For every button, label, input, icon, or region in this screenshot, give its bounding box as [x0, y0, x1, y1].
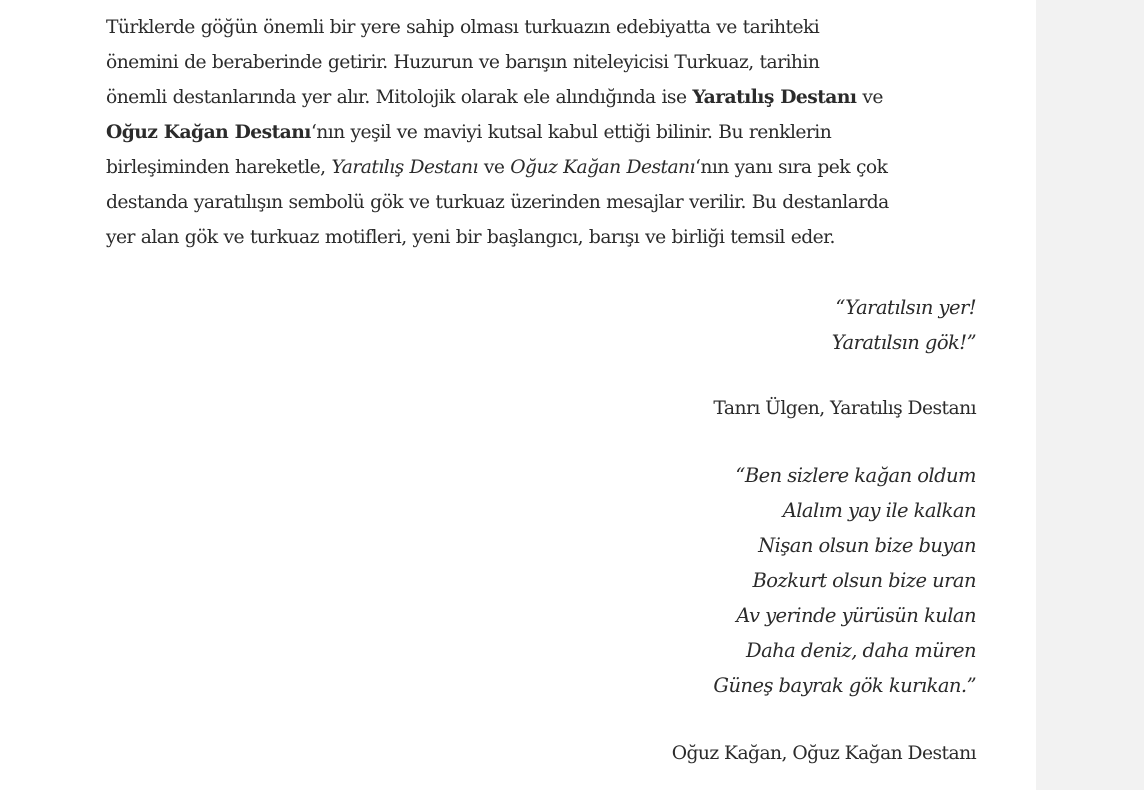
bold-title-yaratilis: Yaratılış Destanı: [692, 86, 857, 108]
verse-quote-yaratilis: [832, 290, 976, 360]
verse-line: “Yaratılsın yer!: [835, 296, 976, 319]
verse-line: Av yerinde yürüsün kulan: [736, 604, 976, 627]
paragraph-line: [106, 115, 982, 150]
italic-title-yaratilis: Yaratılış Destanı: [331, 157, 478, 178]
bold-title-oguz-kagan: Oğuz Kağan Destanı: [106, 121, 311, 143]
paragraph-line: Türklerde göğün önemli bir yere sahip olması turkuazın edebiyatta ve tarihteki: [106, 17, 820, 38]
paragraph-text: ve: [477, 157, 511, 178]
italic-title-oguz-kagan: Oğuz Kağan Destanı: [510, 157, 695, 178]
paragraph-text: ‘nın yeşil ve maviyi kutsal kabul ettiği bilinir. Bu renklerin: [310, 122, 832, 143]
intro-paragraph: [106, 10, 982, 255]
quote-attribution-oguz-kagan: Oğuz Kağan, Oğuz Kağan Destanı: [671, 743, 976, 764]
quote-attribution-yaratilis: Tanrı Ülgen, Yaratılış Destanı: [713, 398, 976, 419]
verse-line: “Ben sizlere kağan oldum: [735, 464, 976, 487]
verse-line: Güneş bayrak gök kurıkan.”: [713, 674, 976, 697]
verse-line: Daha deniz, daha müren: [746, 639, 976, 662]
paragraph-text: önemli destanlarında yer alır. Mitolojik olarak ele alındığında ise: [106, 87, 693, 108]
paragraph-line: [106, 80, 982, 115]
paragraph-line: destanda yaratılışın sembolü gök ve turkuaz üzerinden mesajlar verilir. Bu destanlarda: [106, 192, 889, 213]
paragraph-line: yer alan gök ve turkuaz motifleri, yeni bir başlangıcı, barışı ve birliği temsil eder.: [106, 227, 835, 248]
paragraph-text: birleşiminden hareketle,: [106, 157, 332, 178]
right-sidebar-panel: [1036, 0, 1144, 790]
verse-quote-oguz-kagan: [713, 458, 976, 703]
verse-line: Bozkurt olsun bize uran: [752, 569, 976, 592]
paragraph-line: [106, 150, 982, 185]
verse-line: Alalım yay ile kalkan: [782, 499, 976, 522]
verse-line: Yaratılsın gök!”: [831, 331, 976, 354]
article-body: [106, 10, 982, 764]
paragraph-text: ‘nın yanı sıra pek çok: [694, 157, 888, 178]
verse-line: Nişan olsun bize buyan: [758, 534, 976, 557]
paragraph-line: önemini de beraberinde getirir. Huzurun ve barışın niteleyicisi Turkuaz, tarihin: [106, 52, 820, 73]
paragraph-text: ve: [856, 87, 883, 108]
